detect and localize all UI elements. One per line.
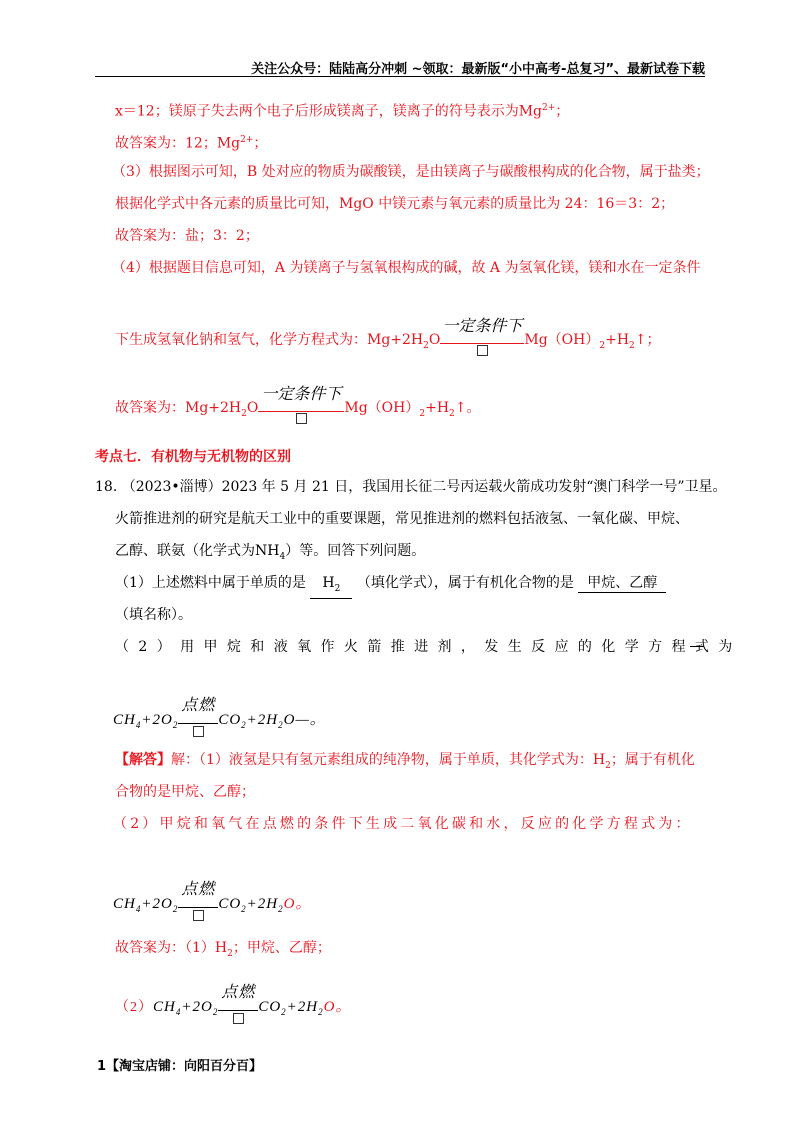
subscript: 4 xyxy=(135,904,142,914)
condition-text: 一定条件下 xyxy=(261,384,342,403)
subscript: 2 xyxy=(419,408,426,419)
placeholder-box-icon xyxy=(233,1013,244,1024)
line-text: ；属于有机化 xyxy=(610,752,695,768)
line-text: 故答案为：（1）H xyxy=(115,940,228,956)
chemical-equation xyxy=(113,695,326,730)
page-footer: 1【淘宝店铺：向阳百分百】 xyxy=(97,1059,263,1074)
line-text: （填化学式），属于有机化合物的是 xyxy=(356,575,574,591)
chemical-equation xyxy=(113,879,312,914)
condition-text: 点燃 xyxy=(221,982,256,1001)
line-text: 故答案为：12；Mg xyxy=(115,135,241,152)
reaction-arrow xyxy=(218,1002,258,1011)
subscript: 4 xyxy=(175,1007,182,1017)
superscript: 2+ xyxy=(240,135,254,145)
line-text: ； xyxy=(555,103,570,120)
line-text: Mg（OH） xyxy=(344,400,420,416)
section-title: 考点七．有机物与无机物的区别 xyxy=(95,449,291,465)
answer-line: 根据化学式中各元素的质量比可知，MgO 中镁元素与氧元素的质量比为 24：16＝3：2； xyxy=(115,196,675,212)
line-text: （2） xyxy=(115,1000,153,1015)
subscript: 2 xyxy=(281,1007,287,1017)
formula-text: +2O xyxy=(141,712,173,728)
formula-text: CH xyxy=(153,999,176,1015)
reaction-condition xyxy=(218,982,258,1016)
answer-line xyxy=(115,751,695,775)
line-text: +H xyxy=(425,400,450,416)
reaction-arrow xyxy=(258,403,344,412)
subscript: 2 xyxy=(172,904,179,914)
formula-text: O。 xyxy=(323,999,352,1015)
reaction-condition xyxy=(178,879,218,913)
subscript: 4 xyxy=(279,551,286,562)
answer-line: （4）根据题目信息可知，A 为镁离子与氢氧根构成的碱，故 A 为氢氧化镁，镁和水在一定条件 xyxy=(112,260,701,276)
line-text: ↑； xyxy=(634,332,661,348)
formula-text: CO xyxy=(258,999,282,1015)
subscript: 2 xyxy=(599,340,606,351)
condition-text: 一定条件下 xyxy=(442,316,523,335)
subscript: 2 xyxy=(629,340,635,351)
equation-line xyxy=(115,384,481,423)
question-line: （2）用甲烷和液氧作火箭推进剂，发生反应的化学方程式为 xyxy=(115,639,742,655)
line-text: ）等。回答下列问题。 xyxy=(285,543,426,559)
answer-line: （3）根据图示可知，B 处对应的物质为碳酸镁，是由镁离子与碳酸根构成的化合物，属于盐类； xyxy=(112,164,710,180)
reaction-condition xyxy=(258,384,344,417)
superscript: 2+ xyxy=(542,103,556,113)
line-text: ； xyxy=(253,135,268,152)
answer-blank xyxy=(690,646,704,647)
condition-text: 点燃 xyxy=(181,879,216,898)
subscript: 4 xyxy=(135,720,142,730)
reaction-condition xyxy=(440,316,524,349)
line-text: O xyxy=(428,332,441,348)
subscript: 2 xyxy=(227,948,233,959)
formula-text: CH xyxy=(113,896,136,912)
line-text: 下生成氢氧化钠和氢气，化学方程式为：Mg+2H xyxy=(115,332,424,348)
formula-text: CO xyxy=(218,712,242,728)
subscript: 2 xyxy=(172,720,179,730)
question-line xyxy=(115,542,425,566)
placeholder-box-icon xyxy=(296,413,307,424)
line-text: +H xyxy=(605,332,630,348)
formula-text: +2H xyxy=(286,999,319,1015)
placeholder-box-icon xyxy=(193,726,204,737)
reaction-arrow xyxy=(440,335,524,344)
reaction-condition xyxy=(178,695,218,729)
subscript: 2 xyxy=(318,1007,324,1017)
subscript: 2 xyxy=(278,720,284,730)
formula-text: +2H xyxy=(246,712,279,728)
subscript: 2 xyxy=(278,904,284,914)
subscript: 2 xyxy=(423,340,429,351)
line-text: Mg（OH） xyxy=(524,332,600,348)
answer-line xyxy=(115,99,569,121)
answer-line: 合物的是甲烷、乙醇； xyxy=(115,784,255,800)
answer-blank: 甲烷、乙醇 xyxy=(578,574,666,593)
subscript: 2 xyxy=(241,904,247,914)
subscript: 2 xyxy=(212,1007,219,1017)
placeholder-box-icon xyxy=(477,345,488,356)
formula-text: +2O xyxy=(141,896,173,912)
formula-text: +2O xyxy=(181,999,213,1015)
line-text: O xyxy=(246,400,259,416)
answer-line xyxy=(115,939,331,963)
formula-text: CO xyxy=(218,896,242,912)
placeholder-box-icon xyxy=(193,910,204,921)
question-line: （填名称）。 xyxy=(115,607,192,623)
formula-text: CH xyxy=(113,712,136,728)
equation-line xyxy=(115,316,661,355)
answer-line xyxy=(115,131,267,153)
line-text: ；甲烷、乙醇； xyxy=(232,940,331,956)
condition-text: 点燃 xyxy=(181,695,216,714)
answer-tag: 【解答】 xyxy=(115,752,171,768)
reaction-arrow xyxy=(178,715,218,724)
question-number: 18. xyxy=(95,479,118,495)
formula-text: O—。 xyxy=(283,712,326,728)
answer-line: 故答案为：盐；3：2； xyxy=(115,228,259,244)
question-line xyxy=(115,574,666,599)
line-text: （2023•淄博）2023 年 5 月 21 日，我国用长征二号丙运载火箭成功发射“澳门科学一号”卫星。 xyxy=(121,479,727,495)
page-header: 关注公众号：陆陆高分冲刺 ~领取：最新版“小中高考-总复习”、最新试卷下载 xyxy=(251,62,705,77)
subscript: 2 xyxy=(605,760,611,771)
header-rule xyxy=(95,76,705,77)
formula-text: +2H xyxy=(246,896,279,912)
chemical-equation xyxy=(115,982,352,1017)
answer-blank xyxy=(310,574,352,599)
blank-answer: H xyxy=(322,575,335,591)
subscript: 2 xyxy=(449,408,455,419)
question-line xyxy=(95,478,727,496)
reaction-arrow xyxy=(178,899,218,908)
subscript: 2 xyxy=(334,583,341,594)
question-line: 火箭推进剂的研究是航天工业中的重要课题，常见推进剂的燃料包括液氢、一氧化碳、甲烷、 xyxy=(115,511,689,527)
line-text: 乙醇、联氨（化学式为NH xyxy=(115,543,280,559)
line-text: ↑。 xyxy=(454,400,481,416)
subscript: 2 xyxy=(241,720,247,730)
line-text: 解：（1）液氢是只有氢元素组成的纯净物，属于单质，其化学式为：H xyxy=(171,752,606,768)
line-text: （1）上述燃料中属于单质的是 xyxy=(115,575,306,591)
line-text: 故答案为：Mg+2H xyxy=(115,400,242,416)
subscript: 2 xyxy=(241,408,247,419)
formula-text: O。 xyxy=(283,896,312,912)
line-text: x＝12；镁原子失去两个电子后形成镁离子，镁离子的符号表示为Mg xyxy=(115,103,543,120)
answer-line: （2）甲烷和氧气在点燃的条件下生成二氧化碳和水，反应的化学方程式为： xyxy=(113,816,693,832)
